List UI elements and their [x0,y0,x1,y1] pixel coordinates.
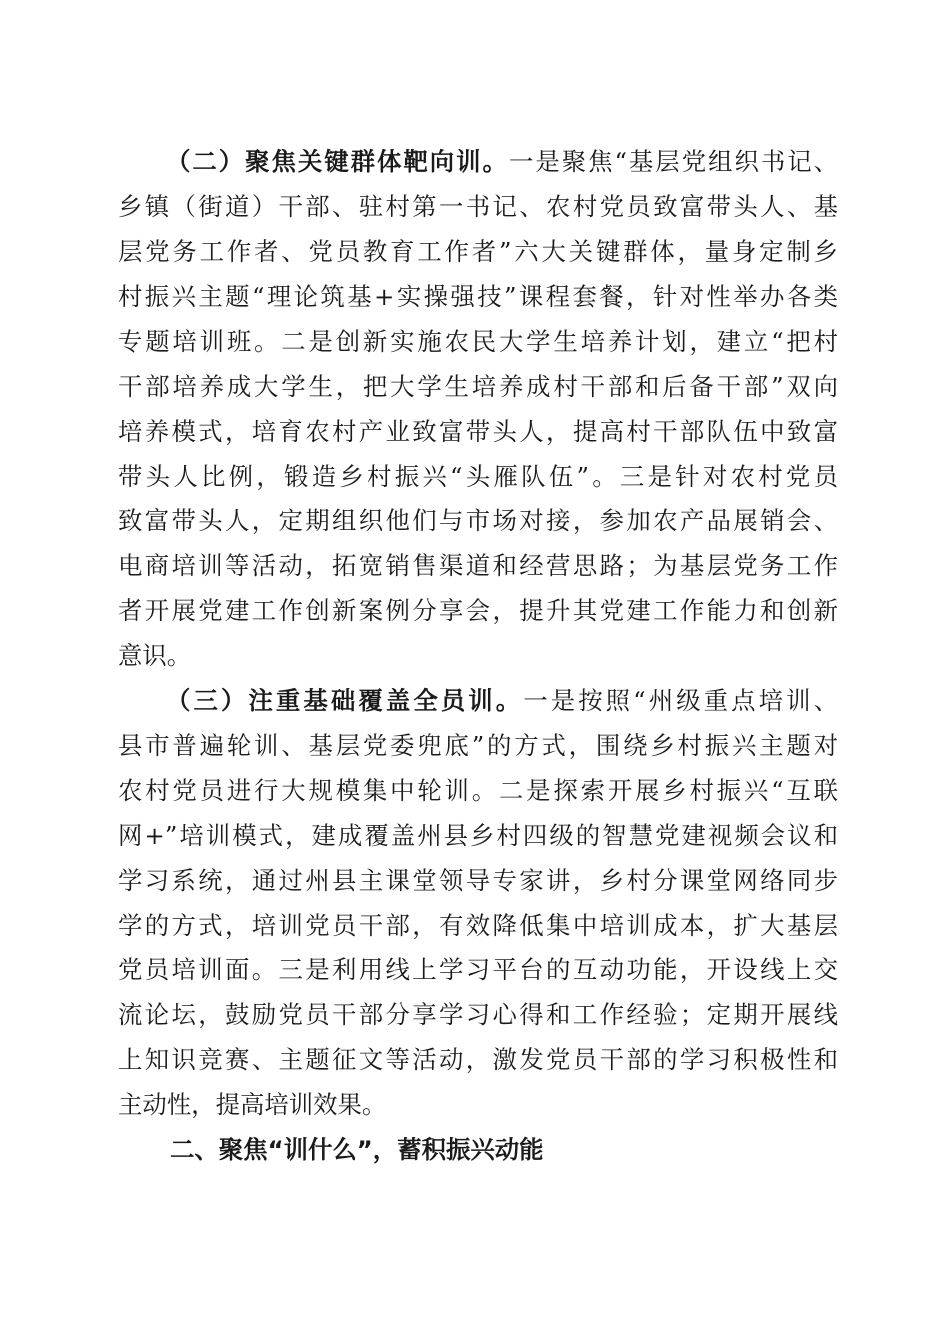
section3-line-9: 上知识竞赛、主题征文等活动，激发党员干部的学习积极性和 [118,1045,838,1074]
section3-line-1 [166,679,838,723]
section2-line-6: 干部培养成大学生，把大学生培养成村干部和后备干部”双向 [118,372,838,401]
section3-line-7: 党员培训面。三是利用线上学习平台的互动功能，开设线上交 [118,955,838,984]
section3-text: 一是按照“州级重点培训、 [523,686,838,715]
section2-line-8: 带头人比例，锻造乡村振兴“头雁队伍”。三是针对农村党员 [118,462,838,491]
section3-line-5: 学习系统，通过州县主课堂领导专家讲，乡村分课堂网络同步 [118,866,838,895]
section2-text: 一是聚焦“基层党组织书记、 [508,147,838,176]
section3-line-8: 流论坛，鼓励党员干部分享学习心得和工作经验；定期开展线 [118,1000,838,1029]
section3-line-2: 县市普遍轮训、基层党委兜底”的方式，围绕乡村振兴主题对 [118,731,838,760]
section3-line-6: 学的方式，培训党员干部，有效降低集中培训成本，扩大基层 [118,911,838,940]
section2-line-10: 电商培训等活动，拓宽销售渠道和经营思路；为基层党务工作 [118,551,838,580]
section2-line-12: 意识。 [118,641,192,670]
section-heading-2: 二、聚焦“训什么”，蓄积振兴动能 [170,1135,544,1164]
section2-line-11: 者开展党建工作创新案例分享会，提升其党建工作能力和创新 [118,596,838,625]
section2-line-1 [166,140,838,184]
section3-line-4: 网+”培训模式，建成覆盖州县乡村四级的智慧党建视频会议和 [118,821,838,850]
section2-line-3: 层党务工作者、党员教育工作者”六大关键群体，量身定制乡 [118,237,838,266]
section3-line-3: 农村党员进行大规模集中轮训。二是探索开展乡村振兴“互联 [118,776,838,805]
section2-line-9: 致富带头人，定期组织他们与市场对接，参加农产品展销会、 [118,506,838,535]
section2-line-5: 专题培训班。二是创新实施农民大学生培养计划，建立“把村 [118,327,838,356]
section2-line-7: 培养模式，培育农村产业致富带头人，提高村干部队伍中致富 [118,417,838,446]
section2-lead: （二）聚焦关键群体靶向训。 [166,147,509,176]
section3-line-10: 主动性，提高培训效果。 [118,1090,387,1119]
section2-line-2: 乡镇（街道）干部、驻村第一书记、农村党员致富带头人、基 [118,192,838,221]
section3-lead: （三）注重基础覆盖全员训。 [166,686,524,715]
section2-line-4: 村振兴主题“理论筑基+实操强技”课程套餐，针对性举办各类 [118,282,838,311]
